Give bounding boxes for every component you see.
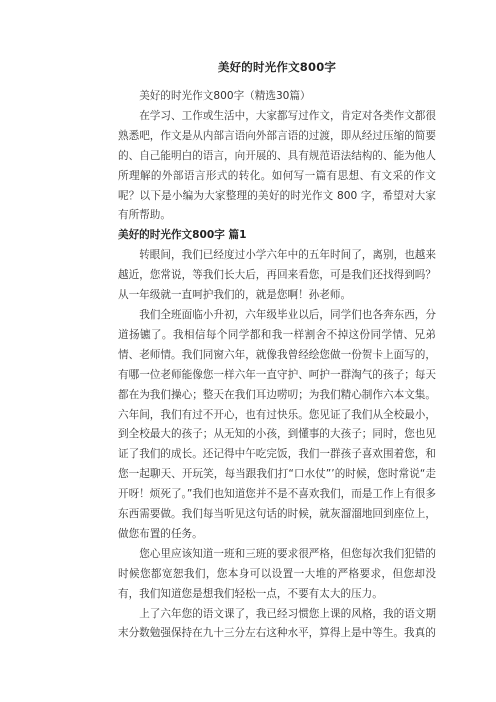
body-paragraph: 上了六年您的语文课了，我已经习惯您上课的风格，我的语文期末分数勉强保持在九十三分左右这种水平，算得上是中等生。我真的	[118, 607, 436, 640]
body-paragraph: 转眼间，我们已经度过小学六年中的五年时间了，离别，也越来越近，您常说，等我们长大后，再回来看您，可是我们还找得到吗？从一年级就一直呵护我们的，就是您啊！孙老师。	[118, 249, 436, 302]
intro-paragraph: 在学习、工作或生活中，大家都写过作文，肯定对各类作文都很熟悉吧，作文是从内部言语向外部言语的过渡，即从经过压缩的简要的、自己能明白的语言，向开展的、具有规范语法结构的、能为他人所理解的外部语言形式的转化。如何写一篇有思想、有文采的作文呢？以下是小编为大家整理的美好的时光作文 800 字，希望对大家有所帮助。	[118, 109, 436, 222]
body-paragraph: 我们全班面临小升初，六年级毕业以后，同学们也各奔东西，分道扬镳了。我相信每个同学都和我一样割舍不掉这份同学情、兄弟情、老师情。我们同窗六年，就像我曾经绘您做一份贺卡上面写的，有哪一位老师能像您一样六年一直守护、呵护一群淘气的孩子；每天都在为我们操心；整天在我们耳边唠叨；为我们精心制作六本文集。六年间，我们有过不开心，也有过快乐。您见证了我们从全校最小，到全校最大的孩子；从无知的小孩，到懂事的大孩子；同时，您也见证了我们的成长。还记得中午吃完饭，我们一群孩子喜欢围着您，和您一起聊天、开玩笑，每当跟我们打“口水仗”’的时候，您时常说“走开呀！烦死了。”我们也知道您并不是不喜欢我们，而是工作上有很多东西需要做。我们每当听见这句话的时候，就灰溜溜地回到座位上，做您布置的任务。	[118, 308, 436, 540]
body-paragraph: 您心里应该知道一班和三班的要求很严格，但您每次我们犯错的时候您都宽恕我们，您本身可以设置一大堆的严格要求，但您却没有，我们知道您是想我们轻松一点，不要有太大的压力。	[118, 547, 436, 600]
section-heading: 美好的时光作文800字 篇1	[118, 229, 247, 242]
document-page	[118, 60, 436, 644]
subtitle-paragraph: 美好的时光作文800字（精选30篇）	[139, 90, 311, 102]
page-title: 美好的时光作文800字	[217, 60, 337, 74]
